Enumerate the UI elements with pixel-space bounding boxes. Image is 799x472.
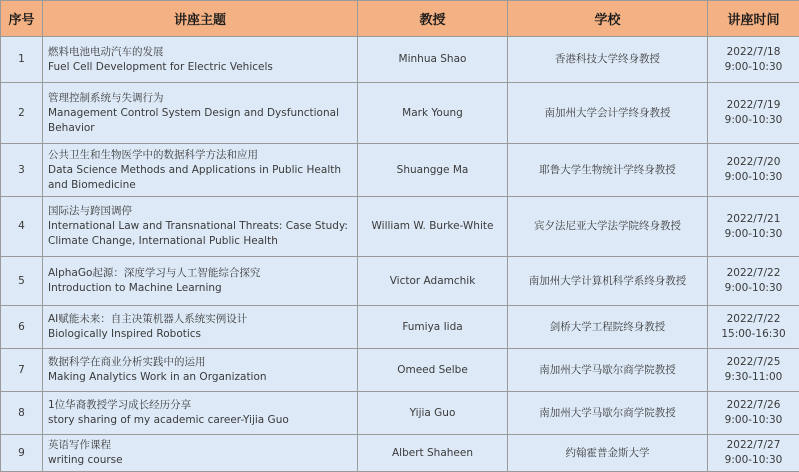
school-name: 约翰霍普金斯大学: [508, 435, 708, 472]
professor-name: Yijia Guo: [358, 392, 508, 435]
school-name: 南加州大学计算机科学系终身教授: [508, 257, 708, 306]
lecture-time: [708, 197, 799, 257]
topic-chinese: 1位华裔教授学习成长经历分享: [48, 398, 353, 413]
table-row: [1, 83, 799, 144]
table-row: [1, 144, 799, 197]
lecture-hours: 9:00-10:30: [712, 281, 795, 296]
table-row: [1, 392, 799, 435]
lecture-date: 2022/7/25: [712, 355, 795, 370]
lecture-hours: 9:00-10:30: [712, 453, 795, 468]
topic-chinese: 燃料电池电动汽车的发展: [48, 45, 353, 60]
topic-english: Biologically Inspired Robotics: [48, 327, 353, 342]
row-number: 3: [1, 144, 43, 197]
professor-name: Victor Adamchik: [358, 257, 508, 306]
table-row: [1, 435, 799, 472]
school-name: 剑桥大学工程院终身教授: [508, 306, 708, 349]
professor-name: William W. Burke-White: [358, 197, 508, 257]
header-num: 序号: [1, 1, 43, 37]
lecture-hours: 9:00-10:30: [712, 413, 795, 428]
lecture-time: [708, 144, 799, 197]
lecture-topic: [43, 144, 358, 197]
school-name: 南加州大学会计学终身教授: [508, 83, 708, 144]
topic-english: Fuel Cell Development for Electric Vehicels: [48, 60, 353, 75]
lecture-date: 2022/7/19: [712, 98, 795, 113]
row-number: 1: [1, 37, 43, 83]
lecture-topic: [43, 37, 358, 83]
school-name: 南加州大学马歇尔商学院教授: [508, 349, 708, 392]
lecture-time: [708, 37, 799, 83]
topic-chinese: 管理控制系统与失调行为: [48, 91, 353, 106]
row-number: 7: [1, 349, 43, 392]
lecture-hours: 9:30-11:00: [712, 370, 795, 385]
table-row: [1, 197, 799, 257]
header-school: 学校: [508, 1, 708, 37]
lecture-time: [708, 83, 799, 144]
row-number: 8: [1, 392, 43, 435]
topic-chinese: 英语写作课程: [48, 438, 353, 453]
lecture-hours: 9:00-10:30: [712, 227, 795, 242]
topic-english: Management Control System Design and Dysfunctional Behavior: [48, 106, 353, 136]
lecture-date: 2022/7/21: [712, 212, 795, 227]
lecture-topic: [43, 435, 358, 472]
lecture-date: 2022/7/22: [712, 266, 795, 281]
topic-chinese: 国际法与跨国调停: [48, 204, 353, 219]
topic-english: Introduction to Machine Learning: [48, 281, 353, 296]
lecture-hours: 9:00-10:30: [712, 113, 795, 128]
lecture-topic: [43, 392, 358, 435]
header-topic: 讲座主题: [43, 1, 358, 37]
lecture-date: 2022/7/26: [712, 398, 795, 413]
professor-name: Albert Shaheen: [358, 435, 508, 472]
header-row: [1, 1, 799, 37]
lecture-hours: 9:00-10:30: [712, 60, 795, 75]
lecture-date: 2022/7/20: [712, 155, 795, 170]
professor-name: Minhua Shao: [358, 37, 508, 83]
topic-english: story sharing of my academic career-Yijia Guo: [48, 413, 353, 428]
school-name: 宾夕法尼亚大学法学院终身教授: [508, 197, 708, 257]
lecture-time: [708, 306, 799, 349]
lecture-hours: 9:00-10:30: [712, 170, 795, 185]
row-number: 2: [1, 83, 43, 144]
lecture-topic: [43, 349, 358, 392]
lecture-time: [708, 435, 799, 472]
lecture-date: 2022/7/18: [712, 45, 795, 60]
row-number: 6: [1, 306, 43, 349]
school-name: 香港科技大学终身教授: [508, 37, 708, 83]
header-time: 讲座时间: [708, 1, 799, 37]
topic-english: Data Science Methods and Applications in Public Health and Biomedicine: [48, 163, 353, 193]
professor-name: Omeed Selbe: [358, 349, 508, 392]
topic-english: International Law and Transnational Threats: Case Study: Climate Change, International Public Health: [48, 219, 353, 249]
topic-english: Making Analytics Work in an Organization: [48, 370, 353, 385]
topic-chinese: AI赋能未来：自主决策机器人系统实例设计: [48, 312, 353, 327]
table-row: [1, 349, 799, 392]
lecture-time: [708, 257, 799, 306]
table-row: [1, 257, 799, 306]
lecture-topic: [43, 83, 358, 144]
topic-chinese: 数据科学在商业分析实践中的运用: [48, 355, 353, 370]
lecture-topic: [43, 257, 358, 306]
row-number: 5: [1, 257, 43, 306]
row-number: 4: [1, 197, 43, 257]
professor-name: Mark Young: [358, 83, 508, 144]
row-number: 9: [1, 435, 43, 472]
topic-chinese: AlphaGo起源：深度学习与人工智能综合探究: [48, 266, 353, 281]
lecture-time: [708, 349, 799, 392]
school-name: 耶鲁大学生物统计学终身教授: [508, 144, 708, 197]
professor-name: Fumiya Iida: [358, 306, 508, 349]
lecture-date: 2022/7/22: [712, 312, 795, 327]
professor-name: Shuangge Ma: [358, 144, 508, 197]
school-name: 南加州大学马歇尔商学院教授: [508, 392, 708, 435]
header-professor: 教授: [358, 1, 508, 37]
lecture-date: 2022/7/27: [712, 438, 795, 453]
lecture-topic: [43, 306, 358, 349]
lecture-hours: 15:00-16:30: [712, 327, 795, 342]
topic-chinese: 公共卫生和生物医学中的数据科学方法和应用: [48, 148, 353, 163]
table-row: [1, 37, 799, 83]
topic-english: writing course: [48, 453, 353, 468]
lecture-topic: [43, 197, 358, 257]
table-row: [1, 306, 799, 349]
lecture-time: [708, 392, 799, 435]
